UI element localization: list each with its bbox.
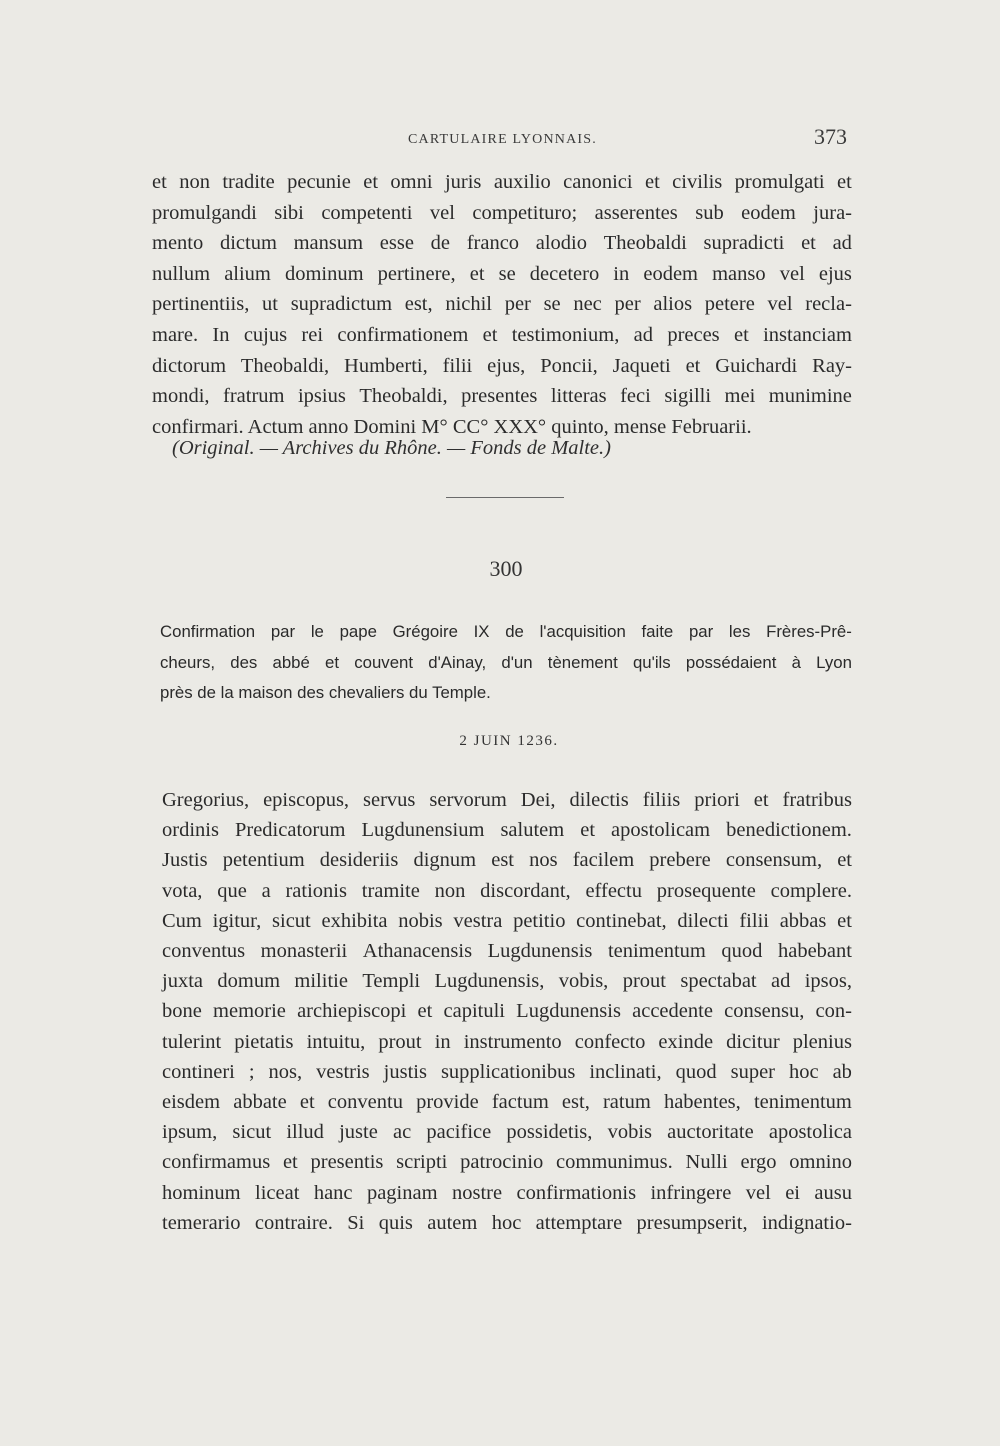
word: plenius [792, 1030, 852, 1053]
word: supplicationibus [440, 1060, 576, 1083]
word: pertinere, [377, 262, 456, 285]
word: non [434, 879, 466, 902]
word: preces [667, 323, 720, 346]
word: nec [573, 293, 602, 316]
word: hoc [788, 1060, 819, 1083]
word: ab [832, 1060, 852, 1083]
source-note: (Original. — Archives du Rhône. — Fonds de Malte.) [172, 437, 611, 459]
word: omni [390, 171, 433, 193]
word: vel [745, 1181, 771, 1204]
word: liceat [255, 1181, 300, 1204]
word: vobis, [558, 970, 609, 993]
word: alodio [535, 232, 587, 255]
text-line [162, 815, 852, 845]
word: illud [286, 1121, 324, 1144]
word: alium [224, 262, 271, 285]
word: per [614, 293, 641, 316]
word: et [733, 323, 749, 346]
word: Predicatorum [234, 819, 346, 842]
word: et [837, 909, 852, 932]
paragraph-papal-letter [162, 785, 852, 1238]
word: Si [347, 1211, 365, 1234]
word: quod [721, 940, 763, 963]
text-line [152, 167, 852, 198]
summary-last-line: près de la maison des chevaliers du Temple. [160, 683, 491, 702]
word: capituli [443, 1000, 505, 1023]
document-number: 300 [489, 556, 523, 581]
word: civilis [672, 171, 723, 193]
paragraph-last-line: confirmari. Actum anno Domini M° CC° XXX° quinto, mense Februarii. [152, 415, 752, 438]
text-line [152, 198, 852, 229]
word: l'acquisition [539, 622, 626, 641]
word: eisdem [162, 1091, 221, 1114]
word: accedente [632, 1000, 713, 1023]
word: canonici [563, 171, 633, 193]
word: effectu [585, 879, 642, 902]
word: a [261, 879, 271, 902]
word: d'Ainay, [428, 652, 487, 672]
word: Lugdunensis [516, 1000, 621, 1023]
word: et [644, 171, 660, 193]
word: Lugdunensium [361, 819, 485, 842]
word: nullum [152, 262, 211, 285]
word: Lyon [816, 652, 852, 672]
word: desideriis [319, 849, 399, 872]
word: promulgandi [152, 201, 257, 224]
word: temerario [162, 1211, 241, 1234]
word: à [791, 652, 801, 672]
word: provide [416, 1091, 479, 1114]
word: et [282, 1151, 298, 1174]
word: ipsos, [804, 970, 852, 993]
text-line [152, 228, 852, 259]
word: et [801, 232, 816, 255]
word: couvent [354, 652, 414, 672]
word: testimonium, [511, 323, 620, 346]
word: Poncii, [540, 354, 598, 377]
word: quis [378, 1211, 413, 1234]
word: Gregorius, [162, 789, 250, 811]
word: mondi, [152, 385, 210, 408]
word: mansum [293, 232, 364, 255]
word: confirmationem [337, 323, 469, 346]
word: cujus [243, 323, 288, 346]
word: fratrum [223, 385, 285, 408]
word: ausu [814, 1181, 852, 1204]
word: franco [466, 232, 520, 255]
word: In [212, 323, 230, 346]
word: instrumento [463, 1030, 562, 1053]
word: tenimentum [607, 940, 706, 963]
word: se [498, 262, 516, 285]
word: vestris [316, 1060, 370, 1083]
word: episcopus, [263, 789, 350, 811]
word: Lugdunensis [487, 940, 593, 963]
text-line [152, 289, 852, 320]
word: ad [770, 970, 791, 993]
word: recla- [805, 293, 852, 316]
word: de [505, 622, 524, 641]
word: dilecti [677, 909, 729, 932]
word: attemptare [535, 1211, 623, 1234]
word: par [270, 622, 296, 641]
text-line [162, 1178, 852, 1208]
word: exinde [658, 1030, 714, 1053]
text-line [162, 1208, 852, 1238]
word: tulerint [162, 1030, 222, 1053]
word: ratum [602, 1091, 651, 1114]
word: patrocinio [460, 1151, 544, 1174]
word: ut [262, 293, 278, 316]
word: les [728, 622, 751, 641]
text-line [162, 785, 852, 815]
word: hominum [162, 1181, 241, 1204]
word: et [685, 354, 701, 377]
word: ad [832, 232, 852, 255]
word: ad [633, 323, 653, 346]
text-line [162, 936, 852, 966]
word: nichil [445, 293, 492, 316]
word: et [837, 849, 852, 872]
word: discordant, [480, 879, 571, 902]
text-line [162, 906, 852, 936]
word: et [152, 171, 167, 193]
word: confirmamus [162, 1151, 271, 1174]
word: vel [429, 201, 455, 224]
word: prebere [649, 849, 711, 872]
word: asserentes [594, 201, 678, 224]
word: facilem [572, 849, 635, 872]
word: auctoritate [667, 1121, 754, 1144]
word: competituro; [472, 201, 578, 224]
word: pertinentiis, [152, 293, 250, 316]
word: dignum [413, 849, 477, 872]
word: super [730, 1060, 775, 1083]
word: in [434, 1030, 451, 1053]
word: prout [378, 1030, 422, 1053]
text-line [162, 845, 852, 875]
word: spectabat [680, 970, 757, 993]
word: monasterii [260, 940, 348, 963]
word: petere [704, 293, 755, 316]
text-line [162, 1117, 852, 1147]
word: ipsum, [162, 1121, 218, 1144]
section-divider [446, 497, 564, 498]
word: est, [561, 1091, 590, 1114]
word: ; [248, 1060, 255, 1083]
text-line [162, 1027, 852, 1057]
word: abbate [233, 1091, 287, 1114]
word: petitio [513, 909, 566, 932]
word: igitur, [212, 909, 262, 932]
word: nobis [398, 909, 443, 932]
word: consensu, [724, 1000, 805, 1023]
word: infringere [650, 1181, 732, 1204]
word: Confirmation [160, 622, 256, 641]
word: Dei, [520, 789, 556, 811]
word: munimine [768, 385, 852, 408]
word: est [491, 849, 515, 872]
word: et [482, 323, 498, 346]
word: non [179, 171, 210, 193]
word: presentes [461, 385, 538, 408]
word: tradite [222, 171, 275, 193]
word: Humberti, [344, 354, 428, 377]
word: et [753, 789, 769, 811]
word: con- [815, 1000, 852, 1023]
word: filiis [642, 789, 681, 811]
word: pacifice [426, 1121, 492, 1144]
word: conventu [327, 1091, 403, 1114]
word: servus [363, 789, 416, 811]
word: esse [379, 232, 414, 255]
word: pecunie [287, 171, 351, 193]
word: presumpserit, [636, 1211, 748, 1234]
word: et [417, 1000, 433, 1023]
word: vel [779, 262, 805, 285]
word: autem [427, 1211, 478, 1234]
document-date: 2 JUIN 1236. [459, 733, 559, 749]
word: consensum, [725, 849, 823, 872]
word: presentis [310, 1151, 384, 1174]
word: et [299, 1091, 315, 1114]
word: Justis [162, 849, 208, 872]
word: tramite [361, 879, 420, 902]
word: Nulli [685, 1151, 728, 1174]
word: nos [529, 849, 558, 872]
word: inclinati, [589, 1060, 662, 1083]
text-line [160, 617, 852, 648]
text-line [152, 259, 852, 290]
word: dilectis [569, 789, 629, 811]
word: supradictum [290, 293, 393, 316]
word: tenimentum [753, 1091, 852, 1114]
word: et [837, 171, 852, 193]
word: auxilio [493, 171, 551, 193]
word: Theobaldi, [359, 385, 448, 408]
word: eodem [741, 201, 796, 224]
word: Ray- [812, 354, 852, 377]
word: est, [404, 293, 433, 316]
word: salutem [500, 819, 565, 842]
word: prout [622, 970, 666, 993]
word: et [363, 171, 379, 193]
word: ipsius [297, 385, 346, 408]
word: de [430, 232, 450, 255]
word: rei [301, 323, 324, 346]
word: Guichardi [715, 354, 798, 377]
word: paginam [366, 1181, 438, 1204]
word: des [230, 652, 258, 672]
word: servorum [429, 789, 507, 811]
word: filii [442, 354, 473, 377]
word: tènement [547, 652, 618, 672]
word: exhibita [321, 909, 388, 932]
text-line [152, 320, 852, 351]
word: intuitu, [306, 1030, 366, 1053]
word: et [469, 262, 485, 285]
word: abbé [272, 652, 310, 672]
word: bone [162, 1000, 202, 1023]
word: mento [152, 232, 204, 255]
word: Theobaldi [603, 232, 687, 255]
word: nos, [268, 1060, 303, 1083]
word: faite [641, 622, 674, 641]
word: conventus [162, 940, 246, 963]
word: priori [694, 789, 740, 811]
word: sub [695, 201, 724, 224]
word: hoc [491, 1211, 522, 1234]
word: alios [653, 293, 693, 316]
word: memorie [213, 1000, 286, 1023]
word: juris [444, 171, 482, 193]
word: quod [675, 1060, 717, 1083]
paragraph-lines [152, 167, 852, 412]
word: rationis [285, 879, 347, 902]
word: contineri [162, 1060, 235, 1083]
text-line [152, 351, 852, 382]
word: vota, [162, 879, 203, 902]
word: dicitur [726, 1030, 780, 1053]
word: complere. [770, 879, 852, 902]
text-line [162, 876, 852, 906]
word: vobis [607, 1121, 652, 1144]
word: Grégoire [392, 622, 458, 641]
word: per [504, 293, 531, 316]
word: continebat, [576, 909, 667, 932]
word: justis [383, 1060, 427, 1083]
word: et [325, 652, 340, 672]
word: par [688, 622, 714, 641]
word: ei [785, 1181, 800, 1204]
word: ordinis [162, 819, 219, 842]
word: indignatio- [761, 1211, 852, 1234]
word: sicut [272, 909, 311, 932]
text-line [162, 1057, 852, 1087]
paragraph-lines [162, 785, 852, 1238]
word: promulgati [734, 171, 825, 193]
running-title: CARTULAIRE LYONNAIS. [408, 132, 597, 147]
word: jura- [813, 201, 852, 224]
word: pietatis [234, 1030, 294, 1053]
word: dictum [219, 232, 277, 255]
word: feci [620, 385, 651, 408]
word: apostolica [768, 1121, 852, 1144]
word: abbas [779, 909, 827, 932]
word: dominum [284, 262, 364, 285]
word: dictorum [152, 354, 227, 377]
word: ejus [818, 262, 852, 285]
word: possidetis, [506, 1121, 593, 1144]
word: et [580, 819, 596, 842]
word: archiepiscopi [297, 1000, 407, 1023]
word: Frères-Prê- [766, 622, 852, 641]
word: mei [724, 385, 756, 408]
word: supradicti [703, 232, 785, 255]
word: fratribus [782, 789, 852, 811]
paragraph-continued-charter [152, 167, 852, 442]
text-line [152, 381, 852, 412]
word: in [613, 262, 630, 285]
word: Jaqueti [612, 354, 671, 377]
word: confirmationis [516, 1181, 637, 1204]
word: habebant [777, 940, 852, 963]
document-summary [160, 617, 852, 709]
word: Theobaldi, [240, 354, 330, 377]
word: petentium [222, 849, 305, 872]
word: omnino [789, 1151, 852, 1174]
text-line [162, 1087, 852, 1117]
word: Cum [162, 909, 202, 932]
word: le [310, 622, 324, 641]
word: juxta [162, 970, 203, 993]
word: sicut [232, 1121, 272, 1144]
word: apostolicam [611, 819, 711, 842]
word: vel [767, 293, 793, 316]
word: prosequente [656, 879, 756, 902]
page-number: 373 [814, 124, 847, 149]
word: domum [217, 970, 281, 993]
word: Templi [362, 970, 421, 993]
word: ac [392, 1121, 412, 1144]
word: d'un [501, 652, 533, 672]
word: filii [739, 909, 769, 932]
word: factum [491, 1091, 549, 1114]
text-line [162, 996, 852, 1026]
text-line [160, 648, 852, 679]
word: Athanacensis [362, 940, 473, 963]
word: se [543, 293, 561, 316]
word: hanc [313, 1181, 353, 1204]
summary-lines [160, 617, 852, 678]
word: litteras [550, 385, 607, 408]
word: manso [712, 262, 766, 285]
word: nostre [451, 1181, 503, 1204]
word: ejus, [487, 354, 526, 377]
word: juste [339, 1121, 378, 1144]
word: habentes, [663, 1091, 741, 1114]
word: confecto [574, 1030, 646, 1053]
word: competenti [321, 201, 413, 224]
word: pape [339, 622, 377, 641]
word: IX [473, 622, 490, 641]
word: decetero [529, 262, 600, 285]
word: cheurs, [160, 652, 216, 672]
word: benedictionem. [726, 819, 852, 842]
word: communimus. [556, 1151, 673, 1174]
word: possédaient [685, 652, 777, 672]
text-line [162, 966, 852, 996]
word: que [217, 879, 247, 902]
word: contraire. [254, 1211, 333, 1234]
word: instanciam [763, 323, 852, 346]
word: Lugdunensis, [434, 970, 545, 993]
word: sigilli [664, 385, 712, 408]
word: sibi [274, 201, 304, 224]
word: ergo [740, 1151, 777, 1174]
word: qu'ils [632, 652, 671, 672]
word: scripti [396, 1151, 448, 1174]
word: militie [294, 970, 348, 993]
word: vestra [453, 909, 503, 932]
word: eodem [643, 262, 698, 285]
word: mare. [152, 323, 199, 346]
text-line [162, 1147, 852, 1177]
